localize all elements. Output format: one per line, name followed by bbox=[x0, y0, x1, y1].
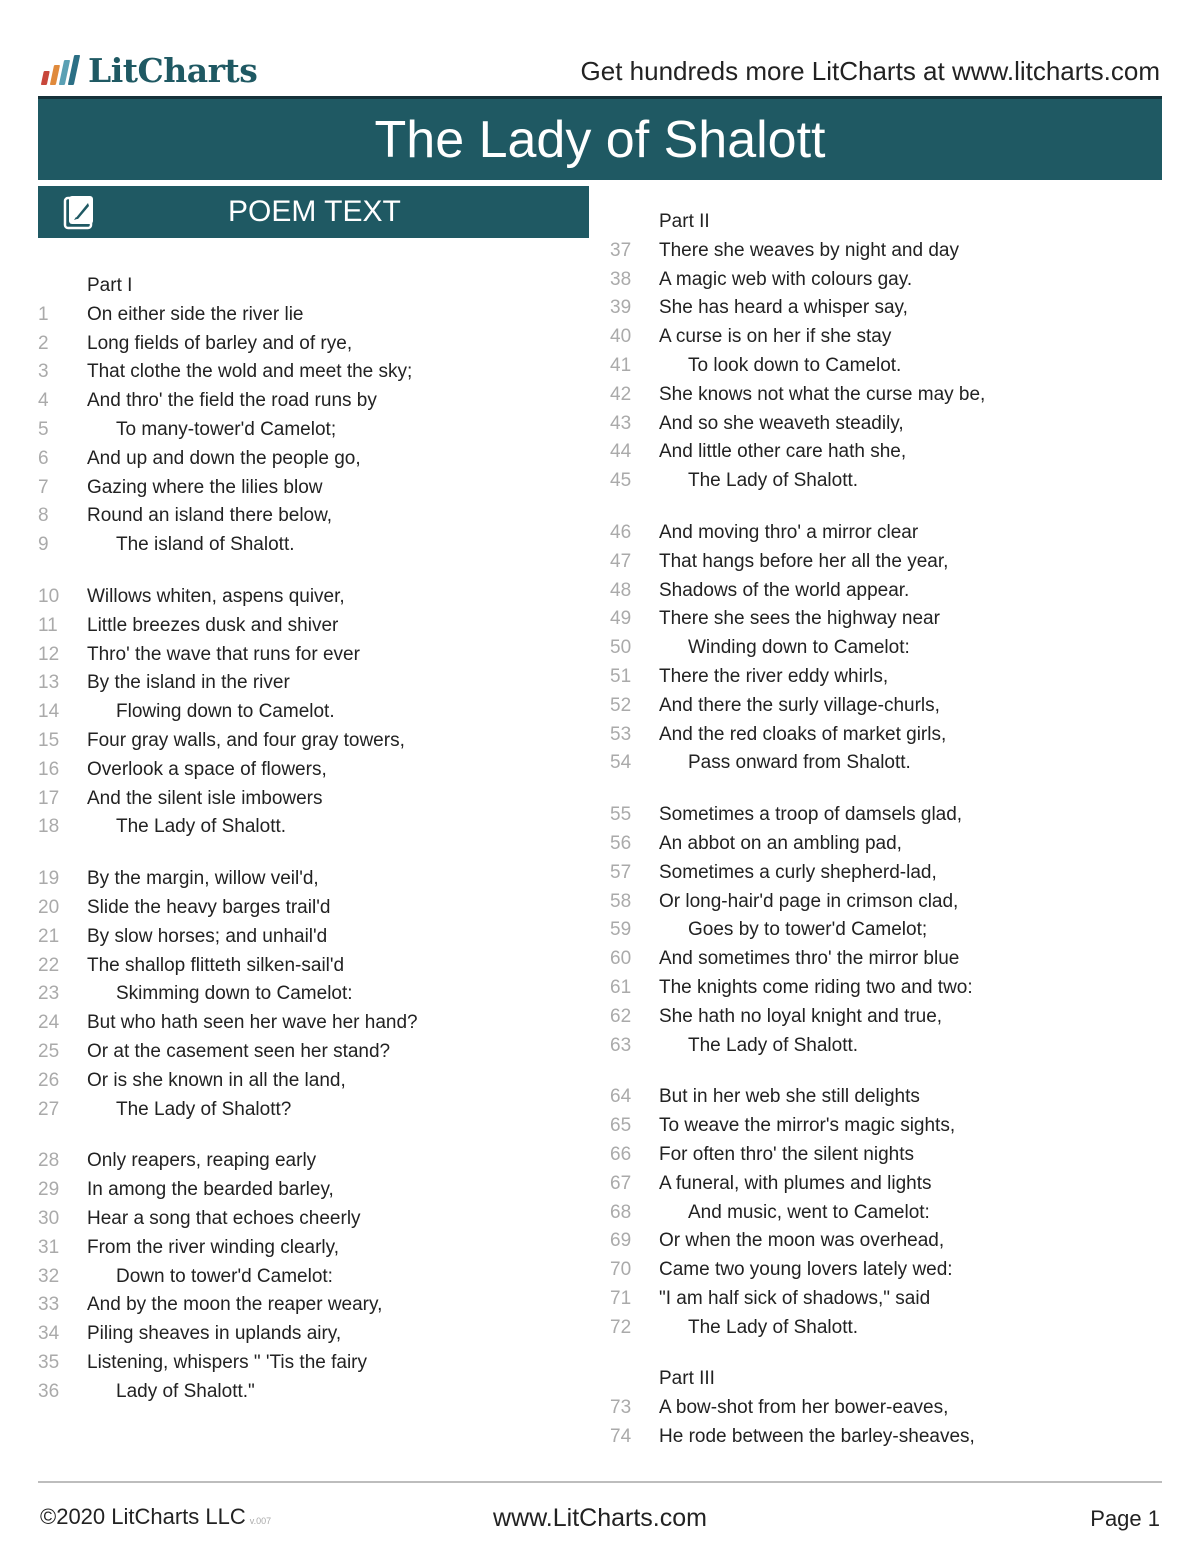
line-text: Winding down to Camelot: bbox=[688, 637, 910, 659]
line-text: But who hath seen her wave her hand? bbox=[87, 1012, 418, 1034]
line-number: 66 bbox=[610, 1143, 632, 1165]
poem-line bbox=[610, 438, 1170, 467]
poem-line bbox=[38, 531, 598, 560]
line-text: And little other care hath she, bbox=[659, 441, 907, 463]
poem-line bbox=[610, 467, 1170, 496]
line-number: 52 bbox=[610, 694, 632, 716]
section-header bbox=[38, 186, 589, 238]
poem-line bbox=[610, 692, 1170, 721]
poem-line bbox=[610, 1112, 1170, 1141]
line-text: Flowing down to Camelot. bbox=[116, 701, 335, 723]
poem-line bbox=[38, 727, 598, 756]
line-text: She hath no loyal knight and true, bbox=[659, 1005, 943, 1027]
line-number: 7 bbox=[38, 476, 49, 498]
line-text: There she weaves by night and day bbox=[659, 239, 959, 261]
footer-divider bbox=[38, 1481, 1162, 1483]
line-text: There the river eddy whirls, bbox=[659, 665, 889, 687]
line-text: Gazing where the lilies blow bbox=[87, 476, 323, 498]
line-text: A funeral, with plumes and lights bbox=[659, 1172, 932, 1194]
poem-line bbox=[610, 1199, 1170, 1228]
line-number: 26 bbox=[38, 1069, 60, 1091]
poem-line bbox=[610, 1083, 1170, 1112]
poem-line bbox=[610, 1227, 1170, 1256]
line-text: Or is she known in all the land, bbox=[87, 1069, 346, 1091]
line-text: She has heard a whisper say, bbox=[659, 297, 908, 319]
line-text: For often thro' the silent nights bbox=[659, 1143, 914, 1165]
line-number: 4 bbox=[38, 390, 49, 412]
line-number: 29 bbox=[38, 1179, 60, 1201]
poem-line bbox=[38, 1038, 598, 1067]
line-text: A curse is on her if she stay bbox=[659, 326, 892, 348]
poem-line bbox=[38, 923, 598, 952]
poem-line bbox=[38, 1147, 598, 1176]
line-text: Lady of Shalott." bbox=[116, 1380, 255, 1402]
line-text: "I am half sick of shadows," said bbox=[659, 1287, 931, 1309]
line-number: 46 bbox=[610, 521, 632, 543]
line-text: And the silent isle imbowers bbox=[87, 787, 323, 809]
poem-line bbox=[38, 416, 598, 445]
line-number: 35 bbox=[38, 1351, 60, 1373]
line-number: 20 bbox=[38, 896, 60, 918]
line-number: 5 bbox=[38, 418, 49, 440]
line-text: And moving thro' a mirror clear bbox=[659, 521, 919, 543]
line-text: And music, went to Camelot: bbox=[688, 1201, 930, 1223]
poem-line bbox=[610, 266, 1170, 295]
line-text: Hear a song that echoes cheerly bbox=[87, 1207, 361, 1229]
part-heading: Part III bbox=[659, 1368, 715, 1390]
poem-line bbox=[610, 352, 1170, 381]
title-banner bbox=[38, 96, 1162, 180]
line-number: 24 bbox=[38, 1012, 60, 1034]
line-number: 39 bbox=[610, 297, 632, 319]
poem-line bbox=[610, 1003, 1170, 1032]
line-text: Listening, whispers " 'Tis the fairy bbox=[87, 1351, 367, 1373]
poem-line bbox=[38, 474, 598, 503]
poem-line bbox=[38, 698, 598, 727]
line-text: Little breezes dusk and shiver bbox=[87, 614, 339, 636]
page-title: The Lady of Shalott bbox=[374, 111, 826, 169]
poem-line bbox=[610, 1423, 1170, 1452]
line-text: The Lady of Shalott? bbox=[116, 1098, 292, 1120]
poem-line bbox=[38, 1378, 598, 1407]
line-number: 54 bbox=[610, 752, 632, 774]
line-text: To look down to Camelot. bbox=[688, 354, 902, 376]
poem-line bbox=[38, 387, 598, 416]
line-number: 19 bbox=[38, 868, 60, 890]
line-number: 45 bbox=[610, 470, 632, 492]
poem-line bbox=[38, 1349, 598, 1378]
line-text: Willows whiten, aspens quiver, bbox=[87, 585, 345, 607]
line-number: 53 bbox=[610, 723, 632, 745]
stanza-gap bbox=[38, 1124, 598, 1147]
line-text: Round an island there below, bbox=[87, 505, 333, 527]
version-label: v.007 bbox=[249, 1516, 272, 1526]
poem-line bbox=[610, 801, 1170, 830]
line-number: 72 bbox=[610, 1316, 632, 1338]
line-text: To weave the mirror's magic sights, bbox=[659, 1115, 956, 1137]
poem-line bbox=[610, 381, 1170, 410]
line-number: 16 bbox=[38, 758, 60, 780]
line-number: 42 bbox=[610, 383, 632, 405]
line-number: 37 bbox=[610, 239, 632, 261]
line-text: Long fields of barley and of rye, bbox=[87, 332, 353, 354]
line-number: 18 bbox=[38, 816, 60, 838]
stanza-gap bbox=[610, 1060, 1170, 1083]
stanza-gap bbox=[38, 842, 598, 865]
poem-line bbox=[38, 583, 598, 612]
line-text: The shallop flitteth silken-sail'd bbox=[87, 954, 345, 976]
line-text: Skimming down to Camelot: bbox=[116, 983, 353, 1005]
line-text: By slow horses; and unhail'd bbox=[87, 925, 328, 947]
poem-line bbox=[38, 865, 598, 894]
line-number: 62 bbox=[610, 1005, 632, 1027]
poem-line bbox=[38, 641, 598, 670]
poem-line bbox=[610, 916, 1170, 945]
line-number: 15 bbox=[38, 729, 60, 751]
line-number: 73 bbox=[610, 1397, 632, 1419]
poem-line bbox=[38, 1263, 598, 1292]
line-number: 10 bbox=[38, 585, 60, 607]
poem-line bbox=[38, 952, 598, 981]
line-text: The knights come riding two and two: bbox=[659, 976, 973, 998]
logo-bar bbox=[41, 71, 50, 85]
line-text: That clothe the wold and meet the sky; bbox=[87, 361, 413, 383]
page-number: Page 1 bbox=[1090, 1506, 1160, 1531]
poem-line bbox=[38, 669, 598, 698]
line-text: Or when the moon was overhead, bbox=[659, 1230, 945, 1252]
line-number: 59 bbox=[610, 919, 632, 941]
poem-line bbox=[610, 830, 1170, 859]
line-number: 8 bbox=[38, 505, 49, 527]
line-text: Sometimes a troop of damsels glad, bbox=[659, 804, 963, 826]
line-number: 55 bbox=[610, 804, 632, 826]
poem-line bbox=[610, 721, 1170, 750]
line-number: 50 bbox=[610, 637, 632, 659]
stanza-gap bbox=[610, 778, 1170, 801]
line-text: The Lady of Shalott. bbox=[116, 816, 287, 838]
line-number: 6 bbox=[38, 447, 49, 469]
line-text: The Lady of Shalott. bbox=[688, 1316, 859, 1338]
poem-line bbox=[38, 785, 598, 814]
line-text: To many-tower'd Camelot; bbox=[116, 418, 337, 440]
poem-line bbox=[610, 294, 1170, 323]
line-number: 25 bbox=[38, 1040, 60, 1062]
line-text: And by the moon the reaper weary, bbox=[87, 1294, 383, 1316]
line-number: 65 bbox=[610, 1115, 632, 1137]
poem-line bbox=[610, 577, 1170, 606]
line-text: Goes by to tower'd Camelot; bbox=[688, 919, 928, 941]
poem-line bbox=[610, 1394, 1170, 1423]
poem-line bbox=[38, 980, 598, 1009]
line-text: Sometimes a curly shepherd-lad, bbox=[659, 861, 937, 883]
poem-line bbox=[38, 445, 598, 474]
stanza-gap bbox=[610, 496, 1170, 519]
poem-line bbox=[610, 605, 1170, 634]
line-number: 67 bbox=[610, 1172, 632, 1194]
line-number: 43 bbox=[610, 412, 632, 434]
line-number: 57 bbox=[610, 861, 632, 883]
line-text: And there the surly village-churls, bbox=[659, 694, 940, 716]
line-text: But in her web she still delights bbox=[659, 1086, 920, 1108]
poem-line bbox=[38, 1320, 598, 1349]
logo-text: LitCharts bbox=[88, 50, 258, 90]
poem-line bbox=[38, 1205, 598, 1234]
line-number: 27 bbox=[38, 1098, 60, 1120]
poem-line bbox=[610, 749, 1170, 778]
poem-line bbox=[38, 502, 598, 531]
line-text: An abbot on an ambling pad, bbox=[659, 832, 902, 854]
line-text: Came two young lovers lately wed: bbox=[659, 1259, 953, 1281]
line-number: 71 bbox=[610, 1287, 632, 1309]
line-text: Slide the heavy barges trail'd bbox=[87, 896, 331, 918]
poem-column-right bbox=[610, 208, 1170, 1452]
line-number: 69 bbox=[610, 1230, 632, 1252]
line-number: 47 bbox=[610, 550, 632, 572]
line-text: Or at the casement seen her stand? bbox=[87, 1040, 391, 1062]
line-number: 36 bbox=[38, 1380, 60, 1402]
poem-line bbox=[38, 894, 598, 923]
line-number: 33 bbox=[38, 1294, 60, 1316]
litcharts-logo[interactable] bbox=[44, 50, 257, 90]
line-text: Overlook a space of flowers, bbox=[87, 758, 327, 780]
poem-line bbox=[610, 1285, 1170, 1314]
line-number: 17 bbox=[38, 787, 60, 809]
line-number: 74 bbox=[610, 1426, 632, 1448]
line-number: 31 bbox=[38, 1236, 60, 1258]
poem-line bbox=[610, 237, 1170, 266]
part-heading: Part I bbox=[87, 275, 133, 296]
poem-line bbox=[610, 1256, 1170, 1285]
poem-line bbox=[38, 1234, 598, 1263]
poem-line bbox=[610, 1032, 1170, 1061]
poem-line bbox=[610, 548, 1170, 577]
line-text: He rode between the barley-sheaves, bbox=[659, 1426, 975, 1448]
line-text: There she sees the highway near bbox=[659, 608, 940, 630]
line-number: 63 bbox=[610, 1034, 632, 1056]
line-text: Thro' the wave that runs for ever bbox=[87, 643, 360, 665]
line-number: 58 bbox=[610, 890, 632, 912]
line-number: 38 bbox=[610, 268, 632, 290]
poem-line bbox=[610, 410, 1170, 439]
line-text: Shadows of the world appear. bbox=[659, 579, 910, 601]
poem-line bbox=[38, 813, 598, 842]
footer-link[interactable]: www.LitCharts.com bbox=[493, 1504, 707, 1532]
line-text: And thro' the field the road runs by bbox=[87, 390, 377, 412]
line-number: 11 bbox=[38, 614, 58, 636]
poem-line bbox=[610, 663, 1170, 692]
poem-column-left bbox=[38, 272, 598, 1406]
line-text: And the red cloaks of market girls, bbox=[659, 723, 947, 745]
poem-line bbox=[38, 1067, 598, 1096]
line-number: 34 bbox=[38, 1323, 60, 1345]
line-number: 30 bbox=[38, 1207, 60, 1229]
part-heading: Part II bbox=[659, 211, 710, 232]
line-text: And sometimes thro' the mirror blue bbox=[659, 948, 960, 970]
line-number: 12 bbox=[38, 643, 60, 665]
line-number: 22 bbox=[38, 954, 60, 976]
poem-line bbox=[38, 358, 598, 387]
line-number: 51 bbox=[610, 665, 632, 687]
line-number: 60 bbox=[610, 948, 632, 970]
line-number: 61 bbox=[610, 976, 632, 998]
line-text: By the margin, willow veil'd, bbox=[87, 868, 319, 890]
line-text: Or long-hair'd page in crimson clad, bbox=[659, 890, 959, 912]
line-number: 56 bbox=[610, 832, 632, 854]
poem-line bbox=[610, 323, 1170, 352]
line-number: 3 bbox=[38, 361, 49, 383]
line-number: 21 bbox=[38, 925, 60, 947]
line-text: From the river winding clearly, bbox=[87, 1236, 340, 1258]
stanza-gap bbox=[38, 560, 598, 583]
poem-line bbox=[38, 1009, 598, 1038]
line-number: 49 bbox=[610, 608, 632, 630]
poem-line bbox=[610, 859, 1170, 888]
poem-line bbox=[38, 1096, 598, 1125]
line-text: She knows not what the curse may be, bbox=[659, 383, 986, 405]
document-quill-icon bbox=[62, 195, 98, 231]
line-text: And so she weaveth steadily, bbox=[659, 412, 904, 434]
line-text: Four gray walls, and four gray towers, bbox=[87, 729, 405, 751]
line-text: The Lady of Shalott. bbox=[688, 470, 859, 492]
line-number: 9 bbox=[38, 534, 49, 556]
line-number: 23 bbox=[38, 983, 60, 1005]
line-number: 28 bbox=[38, 1150, 60, 1172]
copyright-text: ©2020 LitCharts LLC bbox=[40, 1504, 246, 1529]
line-number: 48 bbox=[610, 579, 632, 601]
line-text: The Lady of Shalott. bbox=[688, 1034, 859, 1056]
line-text: A bow-shot from her bower-eaves, bbox=[659, 1397, 949, 1419]
line-text: That hangs before her all the year, bbox=[659, 550, 949, 572]
line-number: 2 bbox=[38, 332, 49, 354]
poem-line bbox=[610, 1314, 1170, 1343]
poem-line bbox=[610, 519, 1170, 548]
poem-line bbox=[610, 1170, 1170, 1199]
poem-line bbox=[610, 1141, 1170, 1170]
line-number: 40 bbox=[610, 326, 632, 348]
line-number: 41 bbox=[610, 354, 632, 376]
promo-text: Get hundreds more LitCharts at www.litcharts.com bbox=[580, 56, 1160, 86]
line-text: A magic web with colours gay. bbox=[659, 268, 913, 290]
poem-line bbox=[38, 612, 598, 641]
line-text: Down to tower'd Camelot: bbox=[116, 1265, 333, 1287]
line-text: Only reapers, reaping early bbox=[87, 1150, 317, 1172]
poem-line bbox=[38, 330, 598, 359]
poem-line bbox=[610, 888, 1170, 917]
line-text: By the island in the river bbox=[87, 672, 290, 694]
poem-line bbox=[38, 756, 598, 785]
line-number: 13 bbox=[38, 672, 60, 694]
poem-line bbox=[38, 1291, 598, 1320]
line-number: 1 bbox=[38, 303, 49, 325]
poem-line bbox=[610, 974, 1170, 1003]
section-title: POEM TEXT bbox=[228, 195, 401, 228]
poem-line bbox=[610, 945, 1170, 974]
line-number: 68 bbox=[610, 1201, 632, 1223]
line-text: Piling sheaves in uplands airy, bbox=[87, 1323, 342, 1345]
poem-line bbox=[610, 634, 1170, 663]
line-text: Pass onward from Shalott. bbox=[688, 752, 911, 774]
stanza-gap bbox=[610, 1342, 1170, 1365]
poem-line bbox=[38, 301, 598, 330]
poem-line bbox=[38, 1176, 598, 1205]
line-text: On either side the river lie bbox=[87, 303, 304, 325]
line-number: 32 bbox=[38, 1265, 60, 1287]
line-text: In among the bearded barley, bbox=[87, 1179, 334, 1201]
line-number: 64 bbox=[610, 1086, 632, 1108]
line-text: The island of Shalott. bbox=[116, 534, 295, 556]
line-number: 70 bbox=[610, 1259, 632, 1281]
line-number: 14 bbox=[38, 701, 60, 723]
line-text: And up and down the people go, bbox=[87, 447, 361, 469]
logo-bars-icon bbox=[41, 55, 83, 85]
line-number: 44 bbox=[610, 441, 632, 463]
